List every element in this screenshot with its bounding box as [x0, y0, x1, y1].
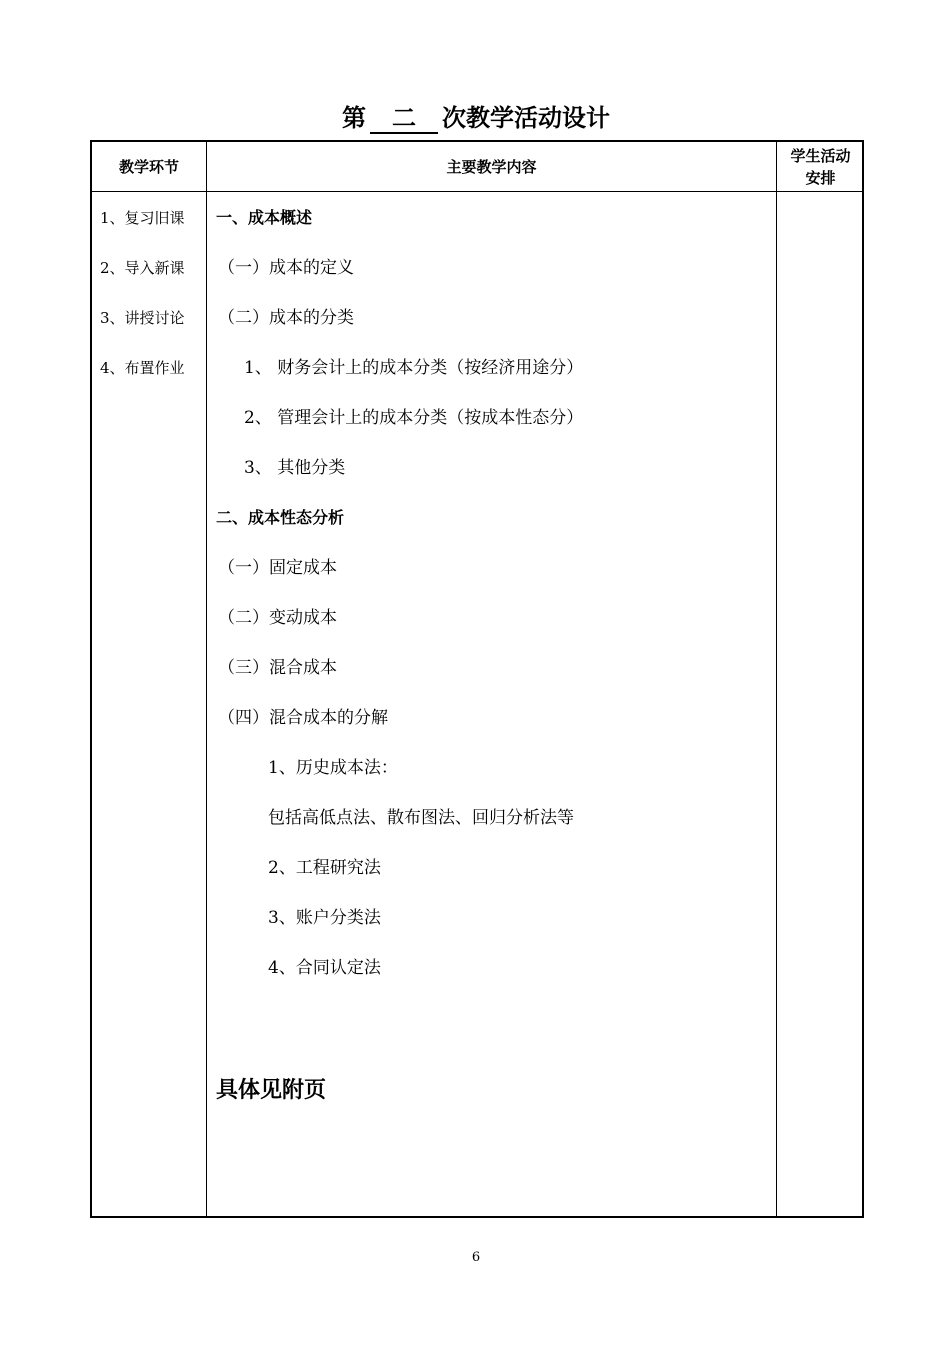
content-item: 3、账户分类法: [268, 908, 381, 928]
header-student-activity-line1: 学生活动: [790, 146, 851, 165]
content-item: 2、 管理会计上的成本分类（按成本性态分）: [244, 408, 584, 428]
content-item: 2、工程研究法: [268, 858, 381, 878]
content-item: 4、合同认定法: [268, 958, 381, 978]
title-number-blank: 二: [370, 104, 438, 134]
content-heading-1: 一、成本概述: [216, 208, 313, 227]
step-introduce: 2、导入新课: [100, 259, 185, 277]
content-item: （一）固定成本: [218, 558, 337, 578]
content-item: （一）成本的定义: [218, 258, 354, 278]
content-heading-2: 二、成本性态分析: [216, 508, 345, 527]
step-lecture: 3、讲授讨论: [100, 309, 185, 327]
content-item: （二）变动成本: [218, 608, 337, 628]
header-student-activity: [777, 142, 864, 191]
step-homework: 4、布置作业: [100, 359, 185, 377]
content-item: （三）混合成本: [218, 658, 337, 678]
content-item: 1、 财务会计上的成本分类（按经济用途分）: [244, 358, 584, 378]
content-item: 包括高低点法、散布图法、回归分析法等: [268, 808, 574, 828]
step-review: 1、复习旧课: [100, 209, 185, 227]
header-teaching-stage: 教学环节: [118, 158, 179, 176]
title-suffix: 次教学活动设计: [442, 104, 610, 132]
page-title: [0, 100, 952, 136]
title-prefix: 第: [342, 104, 366, 132]
page-number: 6: [471, 1250, 481, 1265]
content-see-appendix: 具体见附页: [216, 1078, 327, 1103]
column-divider-1: [206, 142, 207, 1216]
teaching-design-table: [90, 140, 864, 1218]
header-main-content: 主要教学内容: [446, 158, 537, 176]
content-item: 3、 其他分类: [244, 458, 346, 478]
header-divider: [92, 191, 862, 192]
header-student-activity-line2: 安排: [805, 168, 836, 187]
column-divider-2: [776, 142, 777, 1216]
content-item: （四）混合成本的分解: [218, 708, 388, 728]
content-item: （二）成本的分类: [218, 308, 354, 328]
content-item: 1、历史成本法：: [268, 758, 398, 778]
